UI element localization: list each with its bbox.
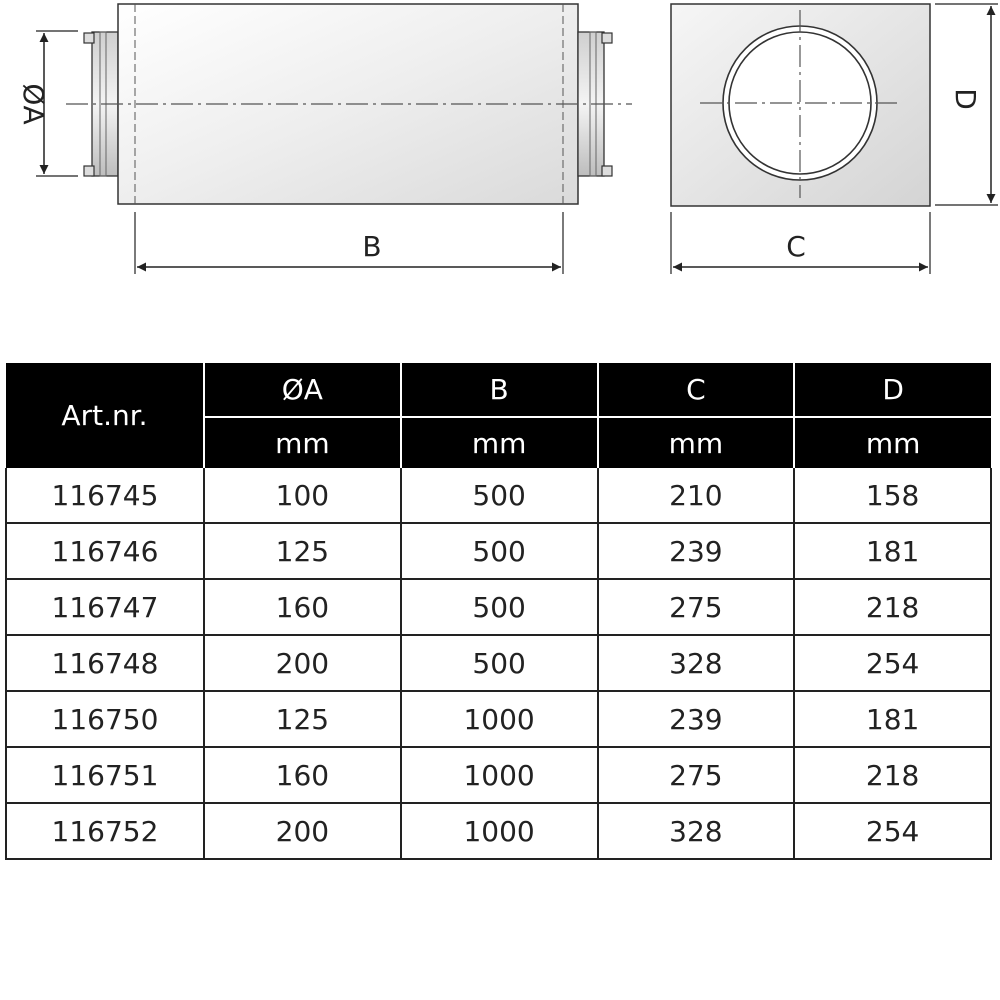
side-view [17, 4, 632, 274]
cell-diameter: 200 [204, 635, 401, 691]
cell-diameter: 160 [204, 579, 401, 635]
technical-drawing [0, 0, 1000, 300]
header-art-nr: Art.nr. [6, 363, 204, 468]
cell-d: 254 [794, 635, 991, 691]
cell-b: 1000 [401, 803, 598, 859]
end-view [671, 4, 998, 274]
cell-art-nr: 116751 [6, 747, 204, 803]
cell-b: 500 [401, 468, 598, 523]
cell-art-nr: 116748 [6, 635, 204, 691]
cell-d: 181 [794, 523, 991, 579]
header-row [6, 363, 991, 417]
dimension-length [135, 212, 563, 274]
table-row [6, 803, 991, 859]
dimension-height [935, 4, 998, 205]
cell-diameter: 125 [204, 691, 401, 747]
cell-art-nr: 116747 [6, 579, 204, 635]
cell-b: 1000 [401, 747, 598, 803]
cell-d: 218 [794, 579, 991, 635]
header-b: B [401, 363, 598, 417]
table-row [6, 523, 991, 579]
cell-c: 275 [598, 747, 795, 803]
cell-art-nr: 116752 [6, 803, 204, 859]
cell-art-nr: 116746 [6, 523, 204, 579]
dimension-table [5, 363, 992, 860]
cell-b: 500 [401, 635, 598, 691]
cell-b: 500 [401, 523, 598, 579]
cell-c: 210 [598, 468, 795, 523]
header-c: C [598, 363, 795, 417]
cell-c: 328 [598, 635, 795, 691]
table-row [6, 468, 991, 523]
cell-d: 158 [794, 468, 991, 523]
header-diameter: ØA [204, 363, 401, 417]
table-row [6, 747, 991, 803]
cell-diameter: 125 [204, 523, 401, 579]
table-row [6, 691, 991, 747]
unit-d: mm [794, 417, 991, 468]
cell-d: 181 [794, 691, 991, 747]
cell-diameter: 160 [204, 747, 401, 803]
table-row [6, 635, 991, 691]
table-body [6, 468, 991, 859]
cell-c: 239 [598, 691, 795, 747]
table-row [6, 579, 991, 635]
unit-diameter: mm [204, 417, 401, 468]
cell-c: 239 [598, 523, 795, 579]
diameter-label: ØA [17, 83, 50, 125]
width-label: C [786, 230, 806, 263]
cell-d: 254 [794, 803, 991, 859]
cell-diameter: 200 [204, 803, 401, 859]
cell-c: 275 [598, 579, 795, 635]
cell-art-nr: 116750 [6, 691, 204, 747]
cell-d: 218 [794, 747, 991, 803]
cell-b: 500 [401, 579, 598, 635]
unit-c: mm [598, 417, 795, 468]
header-d: D [794, 363, 991, 417]
cell-diameter: 100 [204, 468, 401, 523]
table-header [6, 363, 991, 468]
cell-art-nr: 116745 [6, 468, 204, 523]
cell-b: 1000 [401, 691, 598, 747]
dimension-width [671, 212, 930, 274]
height-label: D [949, 88, 982, 110]
unit-b: mm [401, 417, 598, 468]
cell-c: 328 [598, 803, 795, 859]
length-label: B [362, 230, 382, 263]
